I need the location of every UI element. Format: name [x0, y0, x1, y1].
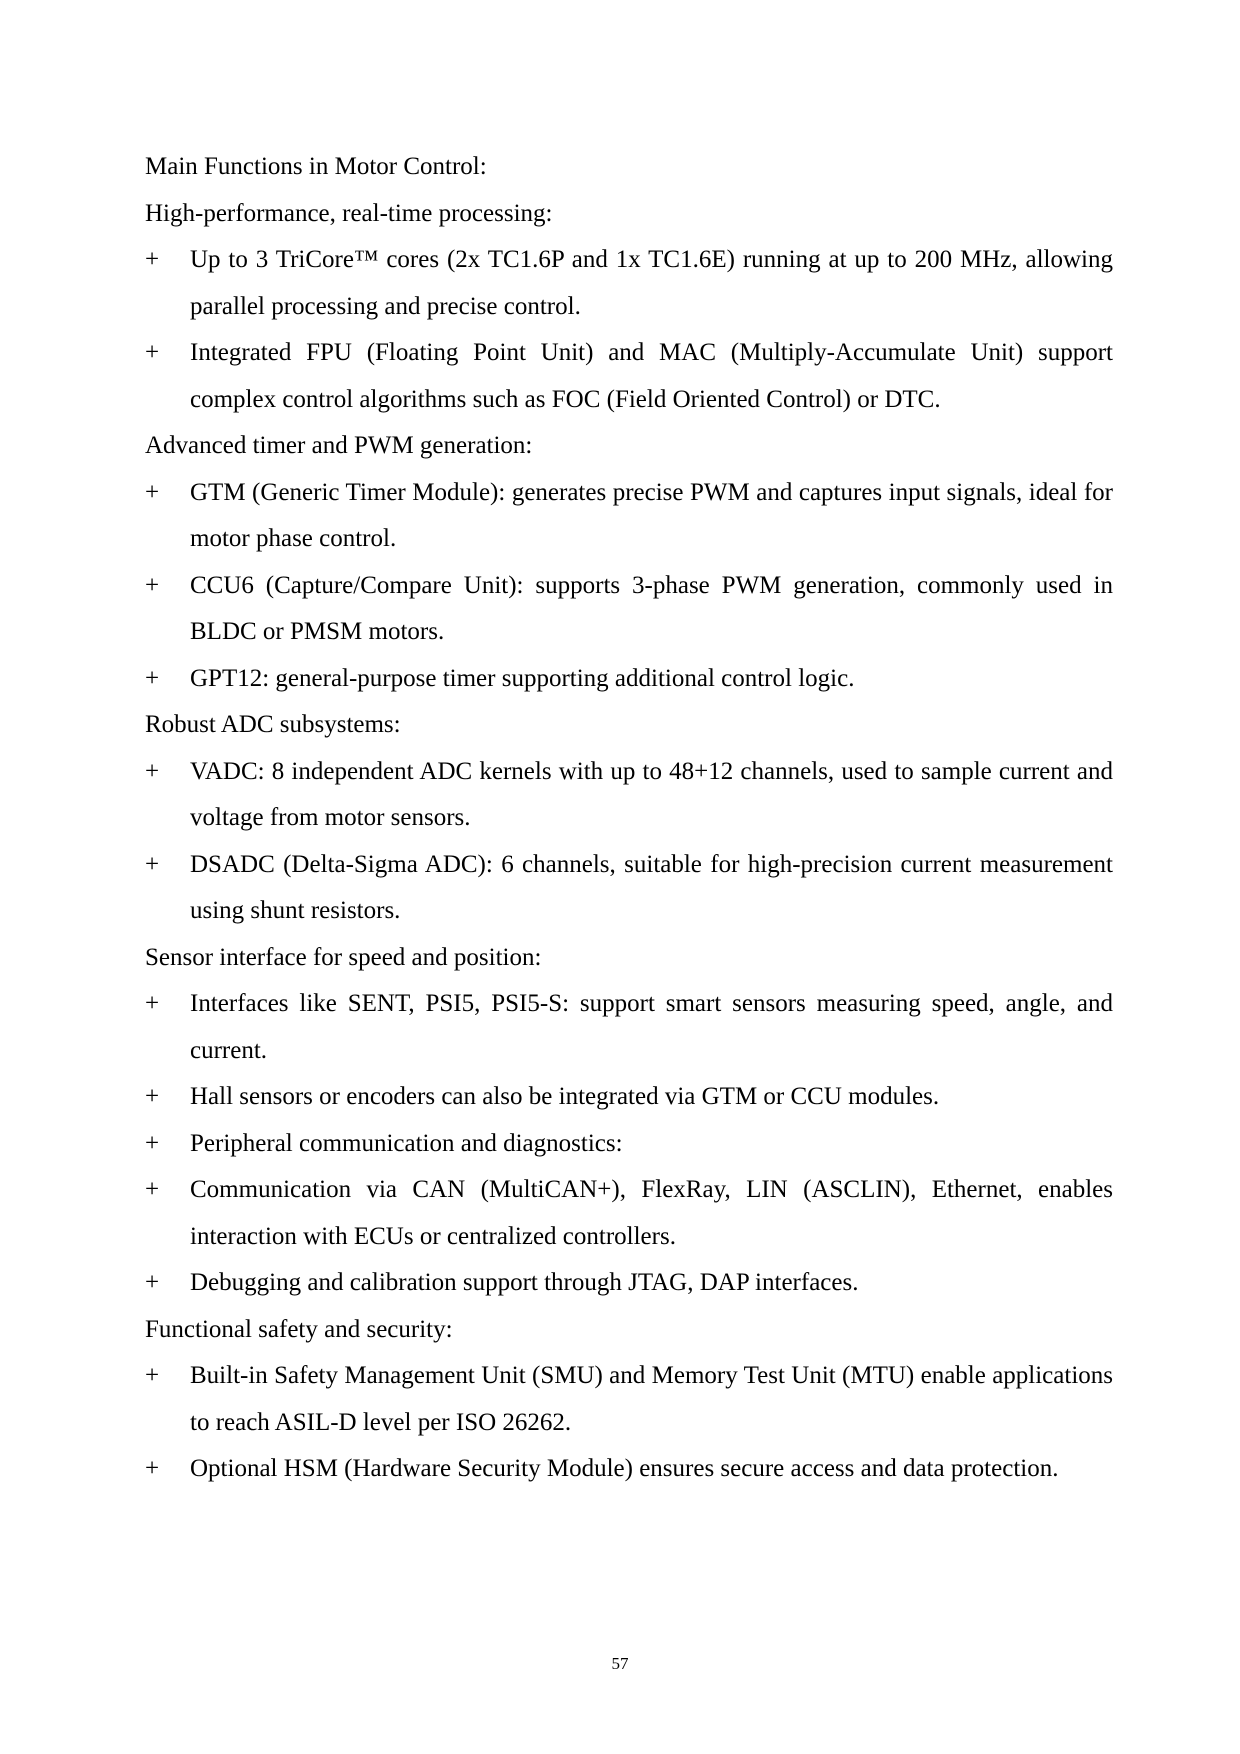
list-item	[145, 1260, 1113, 1307]
list-item	[145, 237, 1113, 330]
list-item-text: DSADC (Delta-Sigma ADC): 6 channels, suitable for high-precision current measurement using shunt resistors.	[190, 850, 1113, 924]
plus-bullet-icon: +	[145, 1362, 160, 1389]
section-heading: Sensor interface for speed and position:	[145, 943, 542, 971]
plus-bullet-icon: +	[145, 1129, 160, 1157]
list-item-text: Integrated FPU (Floating Point Unit) and MAC (Multiply-Accumulate Unit) support complex control algorithms such as FOC (Field Oriented Control) or DTC.	[190, 339, 1113, 413]
list-item	[145, 1121, 1113, 1168]
document-title: Main Functions in Motor Control:	[145, 153, 487, 180]
section-heading: Functional safety and security:	[145, 1315, 453, 1343]
list-item-text: Communication via CAN (MultiCAN+), FlexRay, LIN (ASCLIN), Ethernet, enables interaction with ECUs or centralized controllers.	[190, 1176, 1113, 1250]
list-item-text: Optional HSM (Hardware Security Module) ensures secure access and data protection.	[190, 1455, 1059, 1482]
list-item-text: VADC: 8 independent ADC kernels with up to 48+12 channels, used to sample current and voltage from motor sensors.	[190, 757, 1113, 831]
page-body	[145, 144, 1113, 1493]
plus-bullet-icon: +	[145, 339, 160, 366]
list-item	[145, 563, 1113, 656]
list-item-text: GPT12: general-purpose timer supporting additional control logic.	[190, 664, 855, 692]
plus-bullet-icon: +	[145, 1083, 160, 1110]
plus-bullet-icon: +	[145, 478, 160, 506]
plus-bullet-icon: +	[145, 1455, 160, 1482]
list-item-text: GTM (Generic Timer Module): generates precise PWM and captures input signals, ideal for motor phase control.	[190, 478, 1113, 552]
list-item	[145, 842, 1113, 935]
plus-bullet-icon: +	[145, 1176, 160, 1203]
plus-bullet-icon: +	[145, 246, 160, 273]
list-item-text: Up to 3 TriCore™ cores (2x TC1.6P and 1x TC1.6E) running at up to 200 MHz, allowing parallel processing and precise control.	[190, 246, 1113, 320]
list-item	[145, 656, 1113, 703]
list-item	[145, 330, 1113, 423]
list-item	[145, 1074, 1113, 1121]
section-heading: High-performance, real-time processing:	[145, 199, 553, 227]
list-item	[145, 1353, 1113, 1446]
section-heading: Robust ADC subsystems:	[145, 711, 401, 738]
section-heading: Advanced timer and PWM generation:	[145, 432, 533, 459]
list-item	[145, 1167, 1113, 1260]
list-item	[145, 981, 1113, 1074]
plus-bullet-icon: +	[145, 990, 160, 1017]
list-item	[145, 470, 1113, 563]
list-item	[145, 1446, 1113, 1493]
plus-bullet-icon: +	[145, 757, 160, 785]
plus-bullet-icon: +	[145, 664, 160, 692]
list-item-text: Hall sensors or encoders can also be integrated via GTM or CCU modules.	[190, 1083, 940, 1110]
plus-bullet-icon: +	[145, 1269, 160, 1296]
list-item-text: Debugging and calibration support through JTAG, DAP interfaces.	[190, 1269, 859, 1296]
list-item-text: Peripheral communication and diagnostics:	[190, 1129, 623, 1157]
page-number: 57	[611, 1654, 629, 1673]
plus-bullet-icon: +	[145, 850, 160, 878]
plus-bullet-icon: +	[145, 571, 160, 599]
list-item-text: Interfaces like SENT, PSI5, PSI5-S: support smart sensors measuring speed, angle, and current.	[190, 990, 1113, 1064]
list-item	[145, 749, 1113, 842]
list-item-text: Built-in Safety Management Unit (SMU) and Memory Test Unit (MTU) enable applications to reach ASIL-D level per ISO 26262.	[190, 1362, 1113, 1436]
list-item-text: CCU6 (Capture/Compare Unit): supports 3-phase PWM generation, commonly used in BLDC or PMSM motors.	[190, 571, 1113, 645]
